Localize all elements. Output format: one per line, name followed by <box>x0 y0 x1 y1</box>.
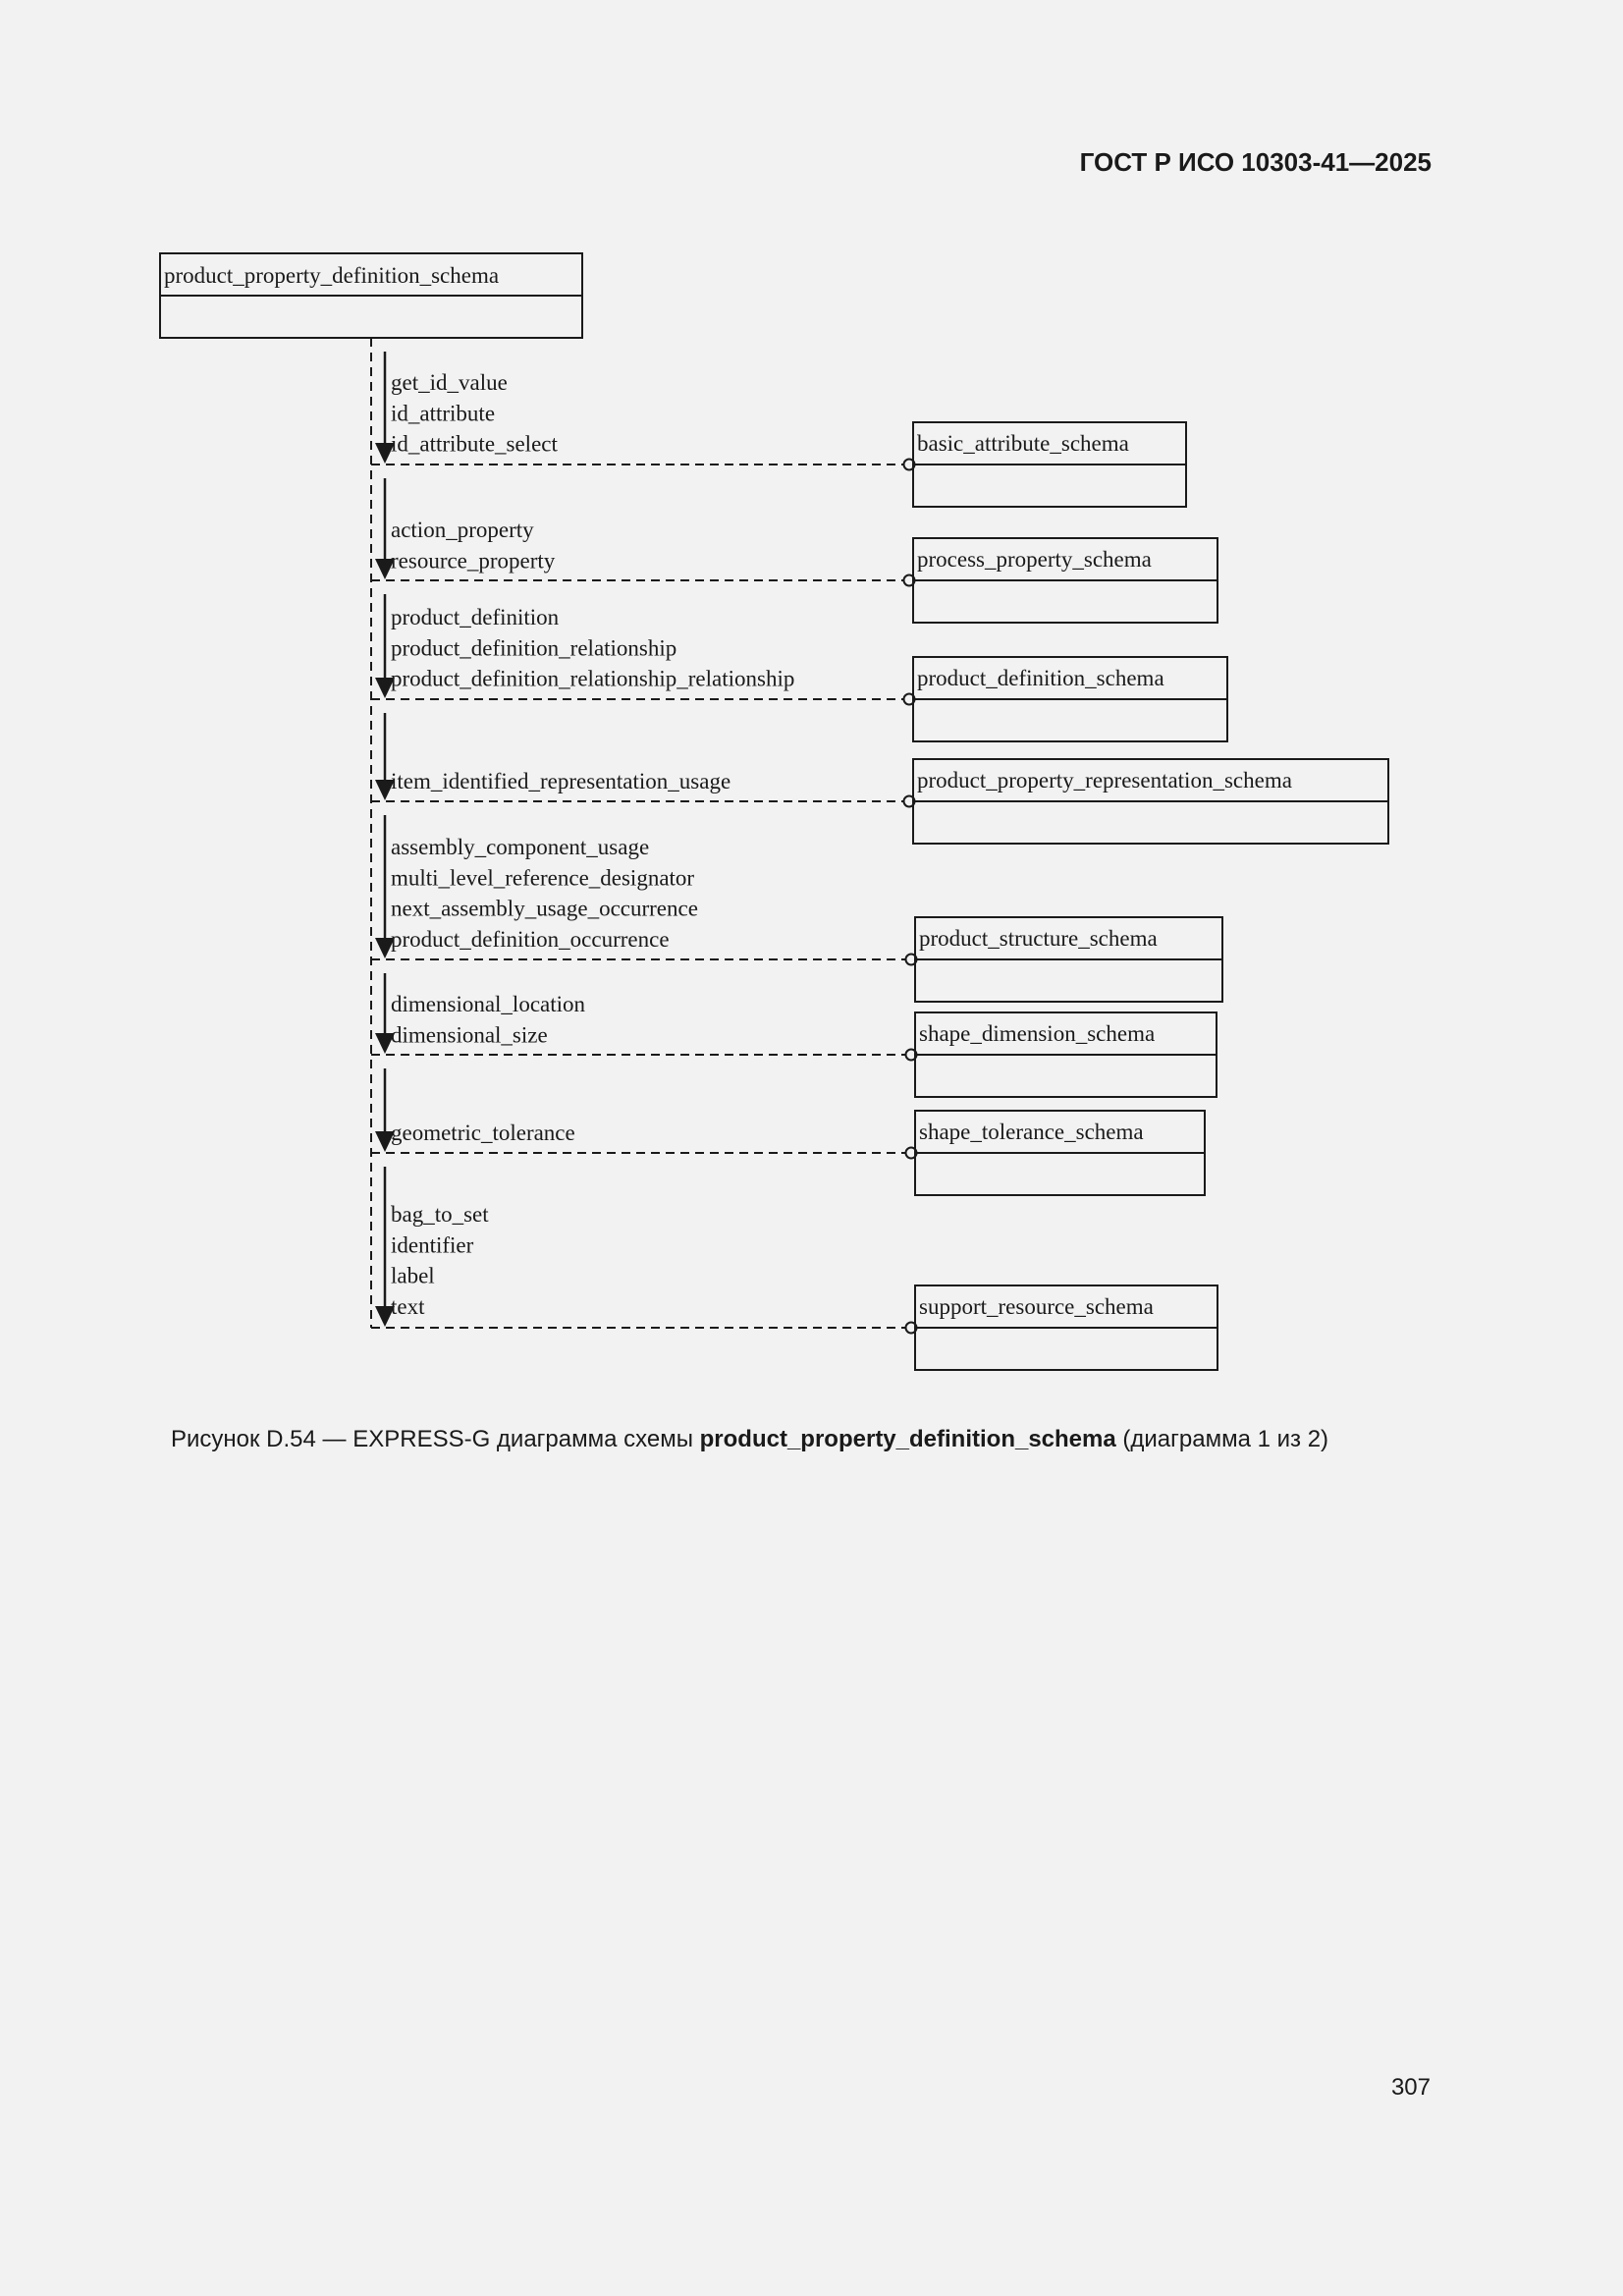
referenced-item-label: product_definition_relationship_relationship <box>391 666 795 691</box>
referenced-item-label: next_assembly_usage_occurrence <box>391 896 698 921</box>
referenced-item-label: item_identified_representation_usage <box>391 769 731 793</box>
caption-suffix: (диаграмма 1 из 2) <box>1115 1426 1329 1452</box>
caption-schema-name: product_property_definition_schema <box>699 1426 1116 1452</box>
referenced-schema-label: support_resource_schema <box>919 1294 1154 1319</box>
referenced-item-label: resource_property <box>391 548 556 574</box>
referenced-schema-label: product_structure_schema <box>919 926 1158 951</box>
referenced-item-label: dimensional_location <box>391 992 586 1016</box>
referenced-item-label: product_definition_occurrence <box>391 926 670 952</box>
referenced-item-label: assembly_component_usage <box>391 835 650 859</box>
referenced-schema-label: basic_attribute_schema <box>917 431 1129 456</box>
referenced-item-label: id_attribute <box>391 401 496 426</box>
referenced-item-label: geometric_tolerance <box>391 1121 575 1145</box>
referenced-item-label: identifier <box>391 1232 474 1258</box>
referenced-item-label: text <box>391 1293 425 1319</box>
referenced-item-label: multi_level_reference_designator <box>391 865 695 891</box>
main-schema-box <box>160 253 582 338</box>
referenced-schema-label: shape_dimension_schema <box>919 1021 1156 1046</box>
referenced-item-label: get_id_value <box>391 370 508 395</box>
referenced-item-label: bag_to_set <box>391 1202 489 1227</box>
referenced-item-label: product_definition <box>391 605 560 629</box>
referenced-item-label: id_attribute_select <box>391 431 558 457</box>
referenced-schema-label: product_definition_schema <box>917 666 1164 690</box>
referenced-item-label: action_property <box>391 518 534 542</box>
referenced-item-label: label <box>391 1263 435 1288</box>
referenced-schema-label: process_property_schema <box>917 547 1152 572</box>
main-schema-label: product_property_definition_schema <box>164 263 500 288</box>
page-number: 307 <box>1390 2074 1431 2101</box>
document-code: ГОСТ Р ИСО 10303-41—2025 <box>1079 147 1432 177</box>
referenced-schema-label: shape_tolerance_schema <box>919 1120 1144 1144</box>
referenced-schema-label: product_property_representation_schema <box>917 768 1292 793</box>
referenced-item-label: product_definition_relationship <box>391 635 677 661</box>
caption-prefix: Рисунок D.54 — EXPRESS-G диаграмма схемы <box>171 1426 700 1452</box>
figure-caption <box>171 1426 1328 1453</box>
referenced-item-label: dimensional_size <box>391 1022 548 1048</box>
